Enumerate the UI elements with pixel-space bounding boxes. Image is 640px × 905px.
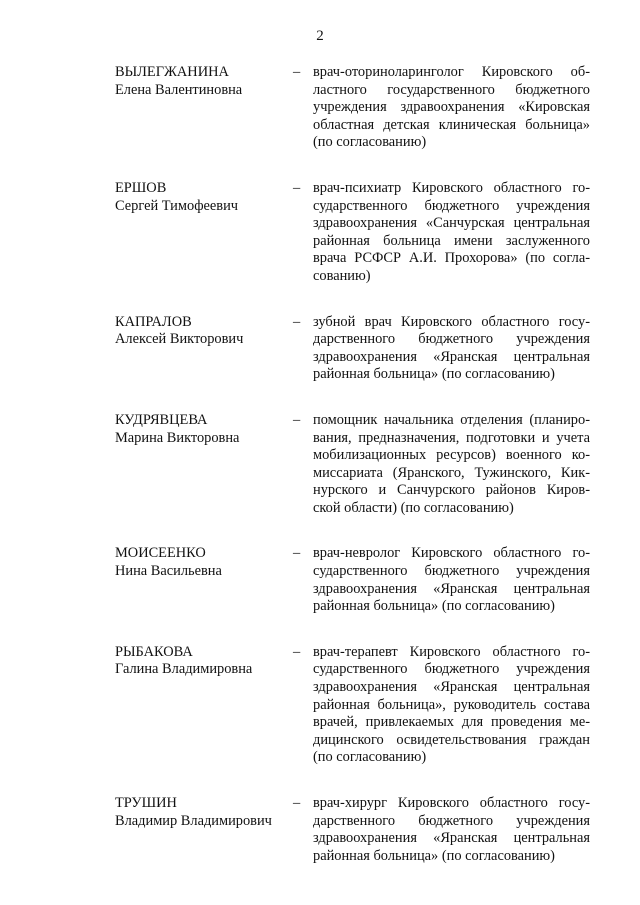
position-line: помощник начальника отделения (планиро- <box>313 411 590 428</box>
position-line: (по согласованию) <box>313 134 427 151</box>
member-surname: КАПРАЛОВ <box>115 313 192 330</box>
position-line: здравоохранения «Яранская центральная <box>313 348 590 365</box>
entry-dash: – <box>293 179 301 196</box>
position-line: дарственного бюджетного учреждения <box>313 812 590 829</box>
position-line: врача РСФСР А.И. Прохорова» (по согла- <box>313 250 590 267</box>
member-given-names: Нина Васильевна <box>115 563 222 580</box>
position-line: врач-оториноларинголог Кировского об- <box>313 64 590 80</box>
position-line: сударственного бюджетного учреждения <box>313 197 590 214</box>
position-line: здравоохранения «Яранская центральная <box>313 830 590 847</box>
entry-dash: – <box>293 795 301 811</box>
member-position <box>313 795 590 865</box>
position-line: врач-хирург Кировского областного госу- <box>313 795 590 811</box>
member-given-names: Сергей Тимофеевич <box>115 197 239 214</box>
member-surname: МОИСЕЕНКО <box>115 545 206 562</box>
member-name <box>115 545 293 580</box>
position-line: сударственного бюджетного учреждения <box>313 661 590 678</box>
member-entry <box>115 180 590 286</box>
member-position <box>313 180 590 286</box>
member-surname: РЫБАКОВА <box>115 643 193 660</box>
member-surname: ТРУШИН <box>115 795 177 811</box>
position-line: районная больница», руководитель состава <box>313 696 590 713</box>
position-line: здравоохранения «Санчурская центральная <box>313 215 590 232</box>
member-given-names: Галина Владимировна <box>115 661 253 678</box>
entry-dash: – <box>293 643 301 660</box>
member-name <box>115 412 293 447</box>
position-line: нурского и Санчурского районов Киров- <box>313 482 590 499</box>
position-line: мобилизационных ресурсов) военного ко- <box>313 447 590 464</box>
position-line: миссариата (Яранского, Тужинского, Кик- <box>313 464 590 481</box>
member-name <box>115 644 293 679</box>
page-number: 2 <box>316 28 324 44</box>
member-name <box>115 795 293 830</box>
member-position <box>313 545 590 615</box>
position-line: районная больница» (по согласованию) <box>313 598 555 615</box>
position-line: районная больница» (по согласованию) <box>313 366 555 383</box>
member-given-names: Алексей Викторович <box>115 331 244 348</box>
position-line: врач-терапевт Кировского областного го- <box>313 643 590 660</box>
member-entry <box>115 644 590 767</box>
entry-dash: – <box>293 64 301 80</box>
member-given-names: Марина Викторовна <box>115 429 240 446</box>
member-name <box>115 314 293 349</box>
position-line: дарственного бюджетного учреждения <box>313 331 590 348</box>
member-surname: КУДРЯВЦЕВА <box>115 411 208 428</box>
commission-member-list <box>115 64 590 865</box>
position-line: зубной врач Кировского областного госу- <box>313 313 590 330</box>
position-line: дицинского освидетельствования граждан <box>313 731 590 748</box>
position-line: вания, предназначения, подготовки и учета <box>313 429 590 446</box>
position-line: учреждения здравоохранения «Кировская <box>313 99 590 116</box>
member-entry <box>115 795 590 865</box>
member-entry <box>115 64 590 152</box>
position-line: районная больница имени заслуженного <box>313 232 590 249</box>
entry-dash: – <box>293 545 301 562</box>
position-line: районная больница» (по согласованию) <box>313 847 555 864</box>
position-line: сованию) <box>313 267 371 284</box>
member-given-names: Владимир Владимирович <box>115 812 272 829</box>
member-position <box>313 644 590 767</box>
position-line: врачей, привлекаемых для проведения ме- <box>313 714 590 731</box>
position-line: здравоохранения «Яранская центральная <box>313 580 590 597</box>
position-line: здравоохранения «Яранская центральная <box>313 679 590 696</box>
member-position <box>313 64 590 152</box>
member-given-names: Елена Валентиновна <box>115 81 243 98</box>
member-surname: ЕРШОВ <box>115 179 167 196</box>
entry-dash: – <box>293 313 301 330</box>
position-line: врач-невролог Кировского областного го- <box>313 545 590 562</box>
position-line: областная детская клиническая больница» <box>313 116 590 133</box>
member-name <box>115 64 293 99</box>
member-name <box>115 180 293 215</box>
member-position <box>313 412 590 518</box>
member-entry <box>115 412 590 518</box>
position-line: ской области) (по согласованию) <box>313 499 514 516</box>
entry-dash: – <box>293 411 301 428</box>
member-position <box>313 314 590 384</box>
position-line: врач-психиатр Кировского областного го- <box>313 179 590 196</box>
position-line: ластного государственного бюджетного <box>313 81 590 98</box>
position-line: сударственного бюджетного учреждения <box>313 563 590 580</box>
member-entry <box>115 314 590 384</box>
position-line: (по согласованию) <box>313 749 427 766</box>
member-surname: ВЫЛЕГЖАНИНА <box>115 64 229 80</box>
member-entry <box>115 545 590 615</box>
